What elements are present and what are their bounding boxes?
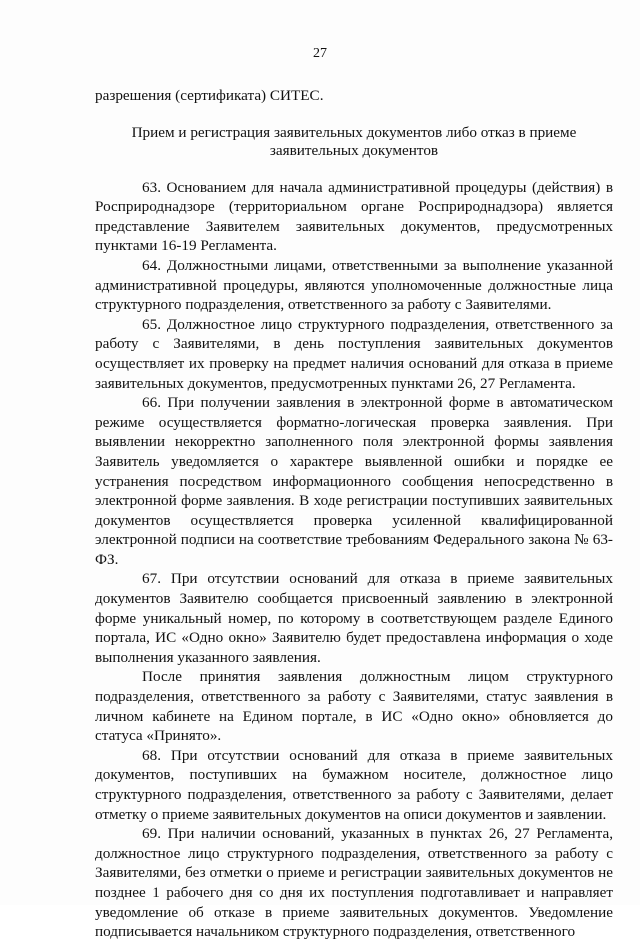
paragraph-69: 69. При наличии оснований, указанных в пунктах 26, 27 Регламента, должностное лицо структурного подразделения, ответственного за работу с Заявителями, без отметки о приеме и регистрации заявительных документов не позднее 1 рабочего дня со дня их поступления подготавливает и направляет уведомление об отказе в приеме заявительных документов. Уведомление подписывается начальником структурного подразделения, ответственного <box>95 825 613 941</box>
paragraph-65: 65. Должностное лицо структурного подразделения, ответственного за работу с Заявителями, в день поступления заявительных документов осуществляет их проверку на предмет наличия оснований для отказа в приеме заявительных документов, предусмотренных пунктами 26, 27 Регламента. <box>95 315 613 392</box>
paragraph-67-continued: После принятия заявления должностным лицом структурного подразделения, ответственного за работу с Заявителями, статус заявления в личном кабинете на Едином портале, в ИС «Одно окно» обновляется до статуса «Принято». <box>95 668 613 745</box>
section-title: Прием и регистрация заявительных документов либо отказ в приеме заявительных документов <box>131 123 577 159</box>
paragraph-68: 68. При отсутствии оснований для отказа в приеме заявительных документов, поступивших на бумажном носителе, должностное лицо структурного подразделения, ответственного за работу с Заявителями, делает отметку о приеме заявительных документов на описи документов и заявлении. <box>95 746 613 823</box>
paragraph-67: 67. При отсутствии оснований для отказа в приеме заявительных документов Заявителю сообщается присвоенный заявлению в электронной форме уникальный номер, по которому в соответствующем разделе Единого портала, ИС «Одно окно» Заявителю будет предоставлена информация о ходе выполнения указанного заявления. <box>95 570 613 666</box>
document-body <box>95 86 613 942</box>
paragraph-63: 63. Основанием для начала административной процедуры (действия) в Росприроднадзоре (территориальном органе Росприроднадзора) является представление Заявителем заявительных документов, предусмотренных пунктами 16-19 Регламента. <box>95 178 613 255</box>
carry-over-text: разрешения (сертификата) СИТЕС. <box>95 87 324 104</box>
page-number: 27 <box>313 46 327 61</box>
paragraph-64: 64. Должностными лицами, ответственными за выполнение указанной административной процедуры, являются уполномоченные должностные лица структурного подразделения, ответственного за работу с Заявителями. <box>95 256 613 314</box>
paragraph-66: 66. При получении заявления в электронной форме в автоматическом режиме осуществляется форматно-логическая проверка заявления. При выявлении некорректно заполненного поля электронной формы заявления Заявитель уведомляется о характере выявленной ошибки и порядке ее устранения посредством информационного сообщения непосредственно в электронной форме заявления. В ходе регистрации поступивших заявительных документов осуществляется проверка усиленной квалифицированной электронной подписи на соответствие требованиям Федерального закона № 63-ФЗ. <box>95 394 613 568</box>
